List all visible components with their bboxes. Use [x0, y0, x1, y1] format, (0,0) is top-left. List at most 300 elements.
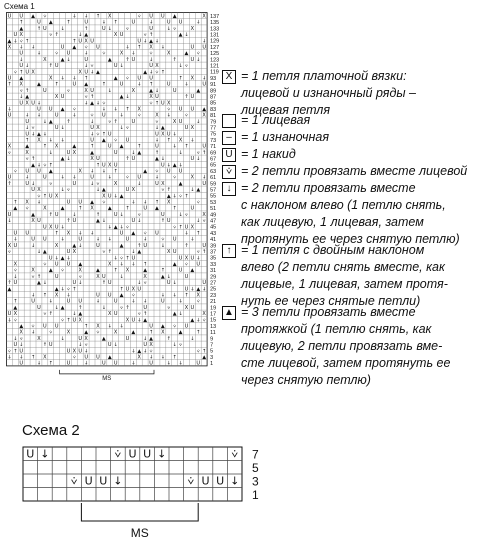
chart-symbol: ⩒ [184, 63, 188, 70]
row-label: 55 [210, 193, 217, 200]
chart-symbol: X [113, 329, 118, 336]
chart-symbol: U [196, 261, 201, 268]
row-label: 83 [210, 106, 217, 113]
chart-symbol: ↓ [107, 25, 112, 32]
chart-symbol: ↓ [137, 317, 142, 324]
chart-symbol: U [84, 19, 88, 26]
chart-symbol: ⩒ [179, 193, 183, 200]
chart-symbol: ↓ [178, 211, 183, 218]
chart-symbol: ▲ [54, 286, 59, 293]
chart-symbol: ▲ [178, 329, 183, 336]
chart-symbol: U [166, 280, 171, 287]
chart-symbol: X [54, 242, 59, 249]
row-label: 1 [210, 361, 214, 368]
chart-symbol: U [48, 255, 53, 262]
chart-symbol: X [167, 100, 171, 107]
chart-symbol: U [84, 56, 88, 63]
chart-symbol: ⩒ [184, 261, 188, 268]
chart-symbol: X [72, 348, 77, 355]
chart-symbol: ▲ [42, 249, 47, 256]
chart-symbol: ↑ [84, 75, 89, 82]
chart-symbol: ⩒ [7, 348, 11, 355]
chart-symbol: X [13, 311, 18, 318]
chart-symbol: ↓ [95, 100, 101, 107]
chart-symbol: U [184, 286, 189, 293]
row-label: 65 [210, 162, 217, 169]
chart-symbol: X [19, 329, 23, 336]
chart-symbol: X [161, 329, 165, 336]
chart-symbol: X [113, 32, 118, 39]
chart-symbol: ▲ [31, 211, 35, 218]
chart-symbol: ↓ [196, 255, 201, 262]
chart-symbol: ↓ [25, 125, 30, 132]
chart-symbol: ↑ [184, 292, 189, 299]
row-label: 35 [210, 255, 217, 262]
row-label: 121 [210, 63, 220, 70]
chart-symbol: U [201, 474, 210, 488]
chart-symbol: ↓ [89, 230, 95, 237]
chart-symbol: ▲ [202, 354, 207, 361]
legend-text: = 1 лицевая [241, 113, 311, 127]
chart-symbol: ↑ [154, 100, 160, 107]
chart-symbol: ↑ [125, 255, 130, 262]
chart-symbol: U [172, 249, 177, 256]
chart-symbol: ⩒ [102, 50, 106, 57]
chart-symbol: ▲ [96, 69, 100, 76]
chart-symbol: ▲ [178, 180, 183, 187]
row-label: 73 [210, 137, 217, 144]
chart-symbol: ↓ [19, 342, 24, 349]
chart-symbol: ↓ [154, 137, 160, 144]
chart-symbol: ▲ [113, 75, 118, 82]
chart-symbol: ↑ [184, 242, 189, 249]
chart-symbol: ⩒ [149, 348, 153, 355]
row-label: 71 [210, 144, 217, 151]
chart-symbol: U [48, 342, 53, 349]
chart-symbol: ↓ [178, 298, 183, 305]
chart-symbol: ⩒ [61, 317, 65, 324]
chart-symbol: ▲ [72, 44, 77, 51]
chart-symbol: U [202, 242, 206, 249]
chart-symbol: ⩒ [125, 25, 129, 32]
chart-symbol: ↑ [42, 292, 47, 299]
chart-symbol: X [143, 273, 147, 280]
chart-symbol: ⩒ [108, 118, 112, 125]
chart-symbol: ↑ [113, 19, 118, 26]
chart-symbol: X [119, 50, 124, 57]
chart-symbol: ↓ [196, 156, 201, 163]
chart-symbol: ↓ [13, 273, 18, 280]
chart-symbol: U [19, 13, 24, 20]
chart-symbol: ⩒ [173, 25, 177, 32]
chart-symbol: ⩒ [96, 180, 100, 187]
chart-symbol: ↓ [72, 112, 77, 119]
chart-symbol: X [167, 50, 171, 57]
chart-symbol: X [149, 94, 153, 101]
chart-symbol: U [137, 38, 142, 45]
chart-symbol: U [72, 81, 77, 88]
chart-symbol: ↑ [154, 199, 160, 206]
chart-symbol: ⩒ [155, 118, 159, 125]
repeat-bracket [81, 503, 198, 521]
chart-symbol: U [102, 162, 106, 169]
chart-symbol: U [113, 211, 118, 218]
chart-symbol: U [19, 360, 24, 367]
chart-symbol: ↑ [184, 94, 189, 101]
row-label: 19 [210, 305, 217, 312]
chart-symbol: ⩒ [78, 273, 82, 280]
chart-symbol: ⩒ [196, 199, 200, 206]
chart-symbol: ↑ [13, 199, 18, 206]
chart-symbol: U [102, 112, 106, 119]
chart-symbol: U [66, 199, 71, 206]
chart-symbol: U [31, 298, 35, 305]
chart-symbol: ↑ [148, 32, 154, 39]
chart-symbol: U [155, 143, 159, 150]
chart-symbol: ↓ [25, 112, 30, 119]
chart-symbol: ▲ [143, 69, 148, 76]
row-label: 25 [210, 286, 217, 293]
chart-symbol: X [25, 149, 29, 156]
chart-symbol: ⩒ [125, 75, 129, 82]
chart-symbol: ↓ [89, 69, 95, 76]
chart-symbol: X [7, 143, 12, 150]
chart-symbol: ↓ [84, 63, 89, 70]
chart-symbol: ↓ [131, 149, 136, 156]
chart-symbol: ↓ [84, 100, 89, 107]
chart-symbol: ⩒ [72, 354, 76, 361]
chart-symbol: X [84, 335, 88, 342]
chart-symbol: U [131, 156, 136, 163]
chart-symbol: ↓ [107, 224, 112, 231]
chart-symbol: X [131, 187, 136, 194]
chart-symbol: ↓ [89, 168, 95, 175]
chart-symbol: U [37, 19, 41, 26]
chart-symbol: ↓ [60, 75, 65, 82]
chart-symbol: U [155, 230, 159, 237]
chart-symbol: ⩒ [7, 149, 11, 156]
chart-symbol: U [37, 168, 41, 175]
chart-symbol: ⩒ [202, 317, 206, 324]
chart-symbol: ↑ [113, 118, 118, 125]
chart-symbol: X [78, 168, 82, 175]
chart-symbol: ↑ [48, 162, 53, 169]
chart-symbol: ↑ [196, 230, 201, 237]
chart-symbol: U [102, 25, 106, 32]
legend-symbol: ▲ [222, 306, 236, 320]
chart-symbol: ⩒ [96, 329, 100, 336]
chart-symbol: ↑ [19, 19, 24, 26]
row-label: 93 [210, 75, 217, 82]
chart-symbol: X [72, 249, 77, 256]
chart-symbol: ↑ [36, 25, 42, 32]
chart-symbol: U [113, 63, 118, 70]
chart-symbol: ▲ [196, 286, 201, 293]
chart-symbol: ▲ [113, 224, 118, 231]
row-label: 31 [210, 268, 217, 275]
row-label: 17 [210, 311, 217, 318]
chart-symbol: ↓ [7, 317, 12, 324]
chart-symbol: U [66, 298, 71, 305]
chart-symbol: ↓ [107, 174, 112, 181]
chart-symbol: U [7, 13, 12, 20]
chart-symbol: U [96, 292, 100, 299]
chart-symbol: ↓ [172, 292, 177, 299]
chart-symbol: ↓ [84, 348, 89, 355]
chart-symbol: ⩒ [125, 224, 129, 231]
chart-symbol: X [202, 311, 206, 318]
chart-symbol: X [102, 193, 106, 200]
chart-symbol: U [202, 44, 206, 51]
chart-symbol: ↓ [7, 354, 12, 361]
chart-symbol: ↓ [143, 199, 148, 206]
chart-symbol: X [54, 193, 59, 200]
chart-symbol: ↓ [78, 342, 83, 349]
chart-symbol: U [143, 242, 147, 249]
chart-symbol: ↑ [48, 211, 53, 218]
row-label: 89 [210, 88, 217, 95]
chart-symbol: ▲ [190, 317, 195, 324]
row-label: 49 [210, 212, 217, 219]
chart-symbol: ↑ [125, 304, 130, 311]
chart-symbol: ⩒ [196, 149, 200, 156]
chart-symbol: ⩒ [55, 50, 59, 57]
chart-symbol: ↓ [84, 50, 89, 57]
chart-symbol: ↓ [78, 230, 83, 237]
chart-symbol: ↓ [119, 323, 124, 330]
chart-symbol: ▲ [119, 193, 124, 200]
chart-symbol: X [113, 180, 118, 187]
chart-symbol: ↓ [30, 329, 36, 336]
chart-symbol: ⩒ [114, 137, 118, 144]
chart-symbol: ↓ [60, 25, 65, 32]
chart-symbol: X [66, 230, 71, 237]
chart-symbol: ▲ [155, 205, 159, 212]
chart-symbol: U [155, 131, 159, 138]
row-label: 131 [210, 32, 220, 39]
chart-symbol: ↓ [36, 50, 42, 57]
chart-symbol: X [43, 354, 47, 361]
chart-symbol: U [149, 75, 153, 82]
chart-symbol: ↑ [148, 329, 154, 336]
chart-symbol: U [19, 50, 24, 57]
chart-symbol: ⩒ [125, 174, 129, 181]
chart-symbol: ↓ [30, 131, 36, 138]
chart-symbol: ↓ [137, 218, 142, 225]
chart-symbol: X [78, 267, 82, 274]
chart-symbol: X [66, 329, 71, 336]
chart-symbol: ⩒ [49, 329, 53, 336]
chart-symbol: ▲ [119, 292, 124, 299]
chart-symbol: U [119, 32, 124, 39]
chart-symbol: ⩒ [43, 311, 47, 318]
row-label: 69 [210, 150, 217, 157]
chart-symbol: ↓ [148, 69, 154, 76]
chart-symbol: ↑ [42, 193, 47, 200]
chart-symbol: X [202, 211, 206, 218]
chart-symbol: ↑ [30, 156, 36, 163]
row-label: 5 [252, 461, 259, 475]
chart-symbol: ▲ [19, 75, 24, 82]
chart-symbol: ↓ [131, 360, 136, 367]
chart-symbol: ↑ [160, 267, 165, 274]
row-label: 7 [210, 342, 214, 349]
chart-symbol: X [25, 100, 29, 107]
chart-symbol: U [7, 174, 12, 181]
chart-symbol: X [202, 112, 206, 119]
chart-symbol: U [143, 304, 147, 311]
chart-symbol: ↓ [178, 360, 183, 367]
chart-symbol: ⩒ [187, 474, 195, 488]
repeat-label: MS [102, 375, 112, 382]
chart-symbol: ▲ [90, 199, 94, 206]
chart-symbol: ↑ [178, 75, 183, 82]
repeat-bracket [60, 370, 154, 374]
chart-symbol: ⩒ [196, 249, 200, 256]
chart-symbol: X [43, 56, 47, 63]
chart-symbol: U [54, 112, 59, 119]
legend-symbol: X [222, 70, 236, 84]
chart-symbol: ↑ [48, 63, 53, 70]
chart-symbol: U [155, 94, 159, 101]
chart-symbol: U [128, 447, 137, 461]
chart-symbol: U [96, 242, 100, 249]
chart-symbol: ⩒ [149, 50, 153, 57]
chart-symbol: ↓ [143, 236, 148, 243]
chart-symbol: ↑ [72, 286, 77, 293]
chart-symbol: X [19, 32, 23, 39]
chart-symbol: ↑ [13, 348, 18, 355]
chart-symbol: ▲ [25, 94, 30, 101]
chart-symbol: ▲ [137, 249, 142, 256]
chart-symbol: ↓ [95, 236, 101, 243]
row-label: 23 [210, 292, 217, 299]
chart-symbol: X [137, 354, 141, 361]
row-label: 3 [252, 474, 259, 489]
chart-symbol: ⩒ [66, 187, 70, 194]
chart-symbol: X [196, 292, 200, 299]
chart-symbol: U [107, 131, 112, 138]
chart-symbol: X [131, 286, 136, 293]
chart-symbol: X [131, 87, 136, 94]
chart-symbol: ▲ [60, 304, 65, 311]
chart-symbol: ⩒ [167, 304, 171, 311]
chart-symbol: U [202, 81, 206, 88]
chart-symbol: U [96, 354, 100, 361]
chart-symbol: U [66, 50, 71, 57]
chart-symbol: ↓ [60, 174, 65, 181]
chart-symbol: ▲ [119, 94, 124, 101]
chart-symbol: ↑ [101, 81, 106, 88]
chart-symbol: ↓ [78, 32, 83, 39]
row-label: 47 [210, 218, 217, 225]
chart-symbol: ⩒ [161, 236, 165, 243]
chart-symbol: ↓ [78, 280, 83, 287]
chart-symbol: ▲ [19, 25, 24, 32]
legend-text: = 1 петля с двойным наклоном влево (2 петли снять вместе, как лицевые, 1 лицевая, затем протя- нуть ее через снятые петли) [241, 243, 448, 308]
chart-symbol: ⩒ [84, 44, 88, 51]
chart-symbol: U [13, 280, 18, 287]
chart-symbol: ↓ [113, 255, 118, 262]
chart-symbol: ↓ [54, 255, 59, 262]
chart-symbol: ↓ [137, 180, 142, 187]
chart-symbol: U [66, 149, 71, 156]
chart-symbol: ↓ [137, 81, 142, 88]
chart-symbol: U [190, 255, 195, 262]
chart-symbol: ↓ [154, 174, 160, 181]
chart-symbol: U [78, 335, 83, 342]
chart-symbol: U [178, 19, 183, 26]
chart-symbol: U [166, 168, 171, 175]
chart-symbol: ▲ [48, 19, 53, 26]
chart-symbol: ↑ [202, 348, 207, 355]
chart-symbol: ▲ [78, 261, 83, 268]
chart-symbol: X [37, 187, 41, 194]
row-label: 133 [210, 26, 220, 33]
chart-symbol: ↓ [190, 187, 195, 194]
chart-symbol: ▲ [19, 323, 24, 330]
chart-symbol: ▲ [37, 131, 41, 138]
chart-symbol: U [25, 69, 29, 76]
chart-symbol: ↓ [196, 19, 201, 26]
chart-symbol: ↑ [54, 32, 59, 39]
chart-symbol: U [107, 280, 112, 287]
chart-symbol: U [90, 174, 94, 181]
chart-symbol: ▲ [101, 187, 106, 194]
chart-symbol: ▲ [90, 149, 94, 156]
chart-symbol: U [19, 348, 24, 355]
chart-symbol: ↓ [166, 112, 171, 119]
chart-symbol: ▲ [166, 193, 171, 200]
chart-symbol: ↓ [13, 236, 18, 243]
chart-symbol: ↓ [78, 242, 83, 249]
row-label: 67 [210, 156, 217, 163]
chart-symbol: ⩒ [72, 106, 76, 113]
chart-symbol: ▲ [172, 261, 177, 268]
chart-symbol: U [149, 25, 153, 32]
chart-symbol: U [66, 261, 71, 268]
chart-symbol: ↑ [84, 323, 89, 330]
chart-symbol: U [31, 100, 35, 107]
chart-symbol: ↓ [119, 224, 124, 231]
chart-symbol: ↑ [95, 162, 101, 169]
chart-symbol: ⩒ [43, 261, 47, 268]
chart-symbol: ↓ [13, 38, 18, 45]
chart-symbol: ↓ [166, 162, 171, 169]
chart-symbol: ↑ [172, 205, 177, 212]
chart-symbol: ⩒ [173, 174, 177, 181]
chart-symbol: ↓ [143, 348, 148, 355]
chart-symbol: U [178, 106, 183, 113]
chart-symbol: ↓ [89, 131, 95, 138]
chart-symbol: X [84, 38, 88, 45]
chart-symbol: ↓ [148, 56, 154, 63]
chart-symbol: ↓ [7, 218, 12, 225]
chart-symbol: ⩒ [137, 211, 141, 218]
chart-symbol: ↓ [131, 249, 136, 256]
chart-symbol: ↓ [137, 280, 142, 287]
chart-symbol: ↓ [178, 63, 183, 70]
chart-symbol: ↓ [36, 249, 42, 256]
chart-symbol: ↓ [143, 335, 148, 342]
chart-symbol: ↓ [131, 50, 136, 57]
chart-symbol: ↓ [101, 218, 106, 225]
row-label: 63 [210, 168, 217, 175]
chart-symbol: ↑ [184, 143, 189, 150]
chart-symbol: U [202, 143, 206, 150]
chart-symbol: X [190, 25, 195, 32]
chart-symbol: U [37, 218, 41, 225]
